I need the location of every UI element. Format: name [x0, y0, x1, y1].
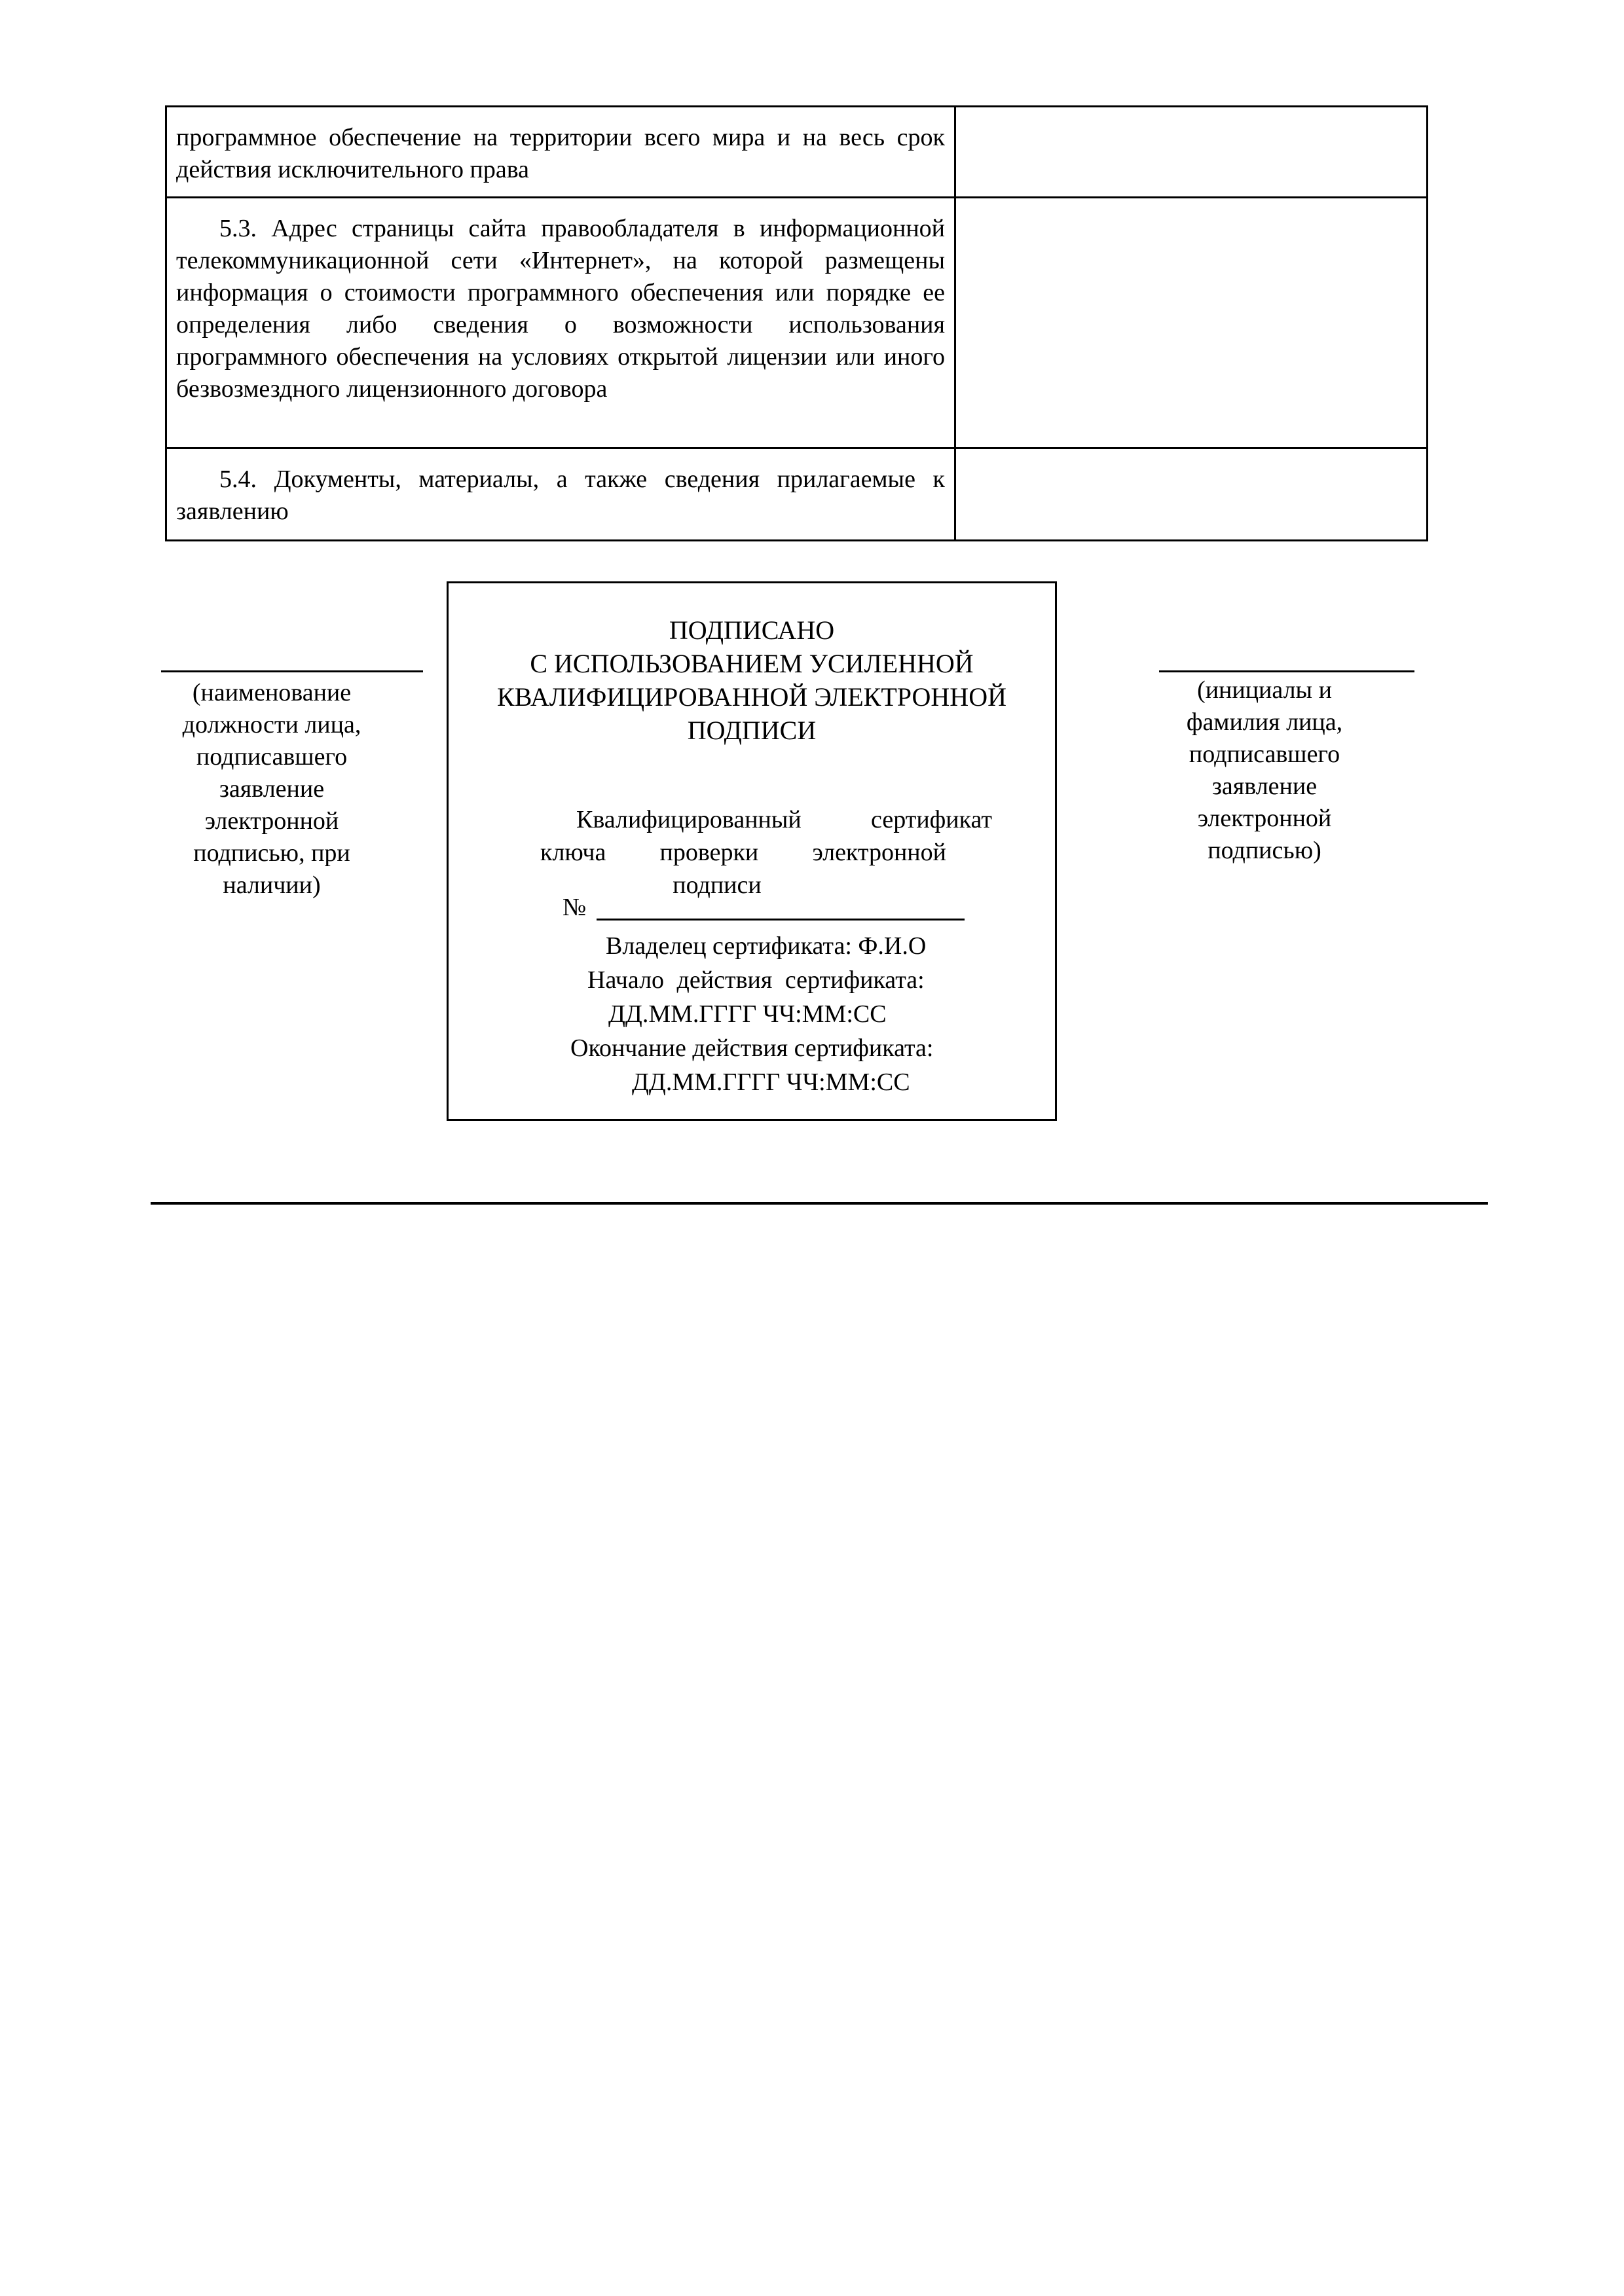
row-text-5-4: 5.4. Документы, материалы, а также сведения прилагаемые к заявлению [166, 448, 955, 541]
table-row [166, 448, 1428, 541]
stamp-title-line: ПОДПИСИ [687, 716, 817, 745]
table-row [166, 107, 1428, 198]
row-value-cell [955, 448, 1428, 541]
table-row [166, 198, 1428, 448]
certificate-heading-line [540, 803, 992, 836]
certificate-owner: Владелец сертификата: Ф.И.О [606, 932, 927, 960]
certificate-word: Квалифицированный [576, 806, 802, 833]
certificate-number-label: № [563, 894, 587, 921]
certificate-details [449, 929, 1055, 1099]
stamp-title-line: С ИСПОЛЬЗОВАНИЕМ УСИЛЕННОЙ [530, 649, 974, 678]
row-value-cell [955, 107, 1428, 198]
certificate-start-label: Начало действия сертификата: [587, 966, 925, 994]
certificate-number-line [597, 919, 965, 920]
certificate-end-label: Окончание действия сертификата: [570, 1034, 934, 1062]
application-table [165, 105, 1428, 541]
certificate-heading-line [540, 869, 894, 902]
stamp-title-line: ПОДПИСАНО [669, 615, 835, 645]
position-signature-line [161, 670, 423, 672]
name-signature-line [1159, 670, 1414, 672]
stamp-title [449, 613, 1055, 747]
row-text-5-3: 5.3. Адрес страницы сайта правообладателя в информационной телекоммуникационной сети «Интернет», на которой размещены информация о стоимости программного обеспечения или порядке ее определения либо сведения о возможности использования программного обеспечения на условиях открытой лицензии или иного безвозмездного лицензионного договора [166, 198, 955, 448]
position-caption: (наименование должности лица, подписавшего заявление электронной подписью, при наличии) [182, 679, 361, 899]
certificate-word: ключа [540, 839, 606, 866]
certificate-word: подписи [673, 871, 762, 899]
electronic-signature-stamp [447, 581, 1057, 1121]
certificate-heading [540, 803, 992, 902]
page-divider [151, 1202, 1488, 1205]
row-value-cell [955, 198, 1428, 448]
certificate-end-value: ДД.ММ.ГГГГ ЧЧ:ММ:СС [632, 1068, 910, 1096]
name-caption: (инициалы и фамилия лица, подписавшего заявление электронной подписью) [1186, 676, 1343, 864]
stamp-title-line: КВАЛИФИЦИРОВАННОЙ ЭЛЕКТРОННОЙ [497, 682, 1006, 712]
certificate-word: проверки [659, 839, 759, 866]
certificate-word: электронной [812, 839, 946, 866]
certificate-heading-line [540, 836, 946, 869]
certificate-word: сертификат [871, 806, 992, 833]
certificate-start-value: ДД.ММ.ГГГГ ЧЧ:ММ:СС [608, 1000, 887, 1028]
row-text-territory: программное обеспечение на территории всего мира и на весь срок действия исключительного права [166, 107, 955, 198]
